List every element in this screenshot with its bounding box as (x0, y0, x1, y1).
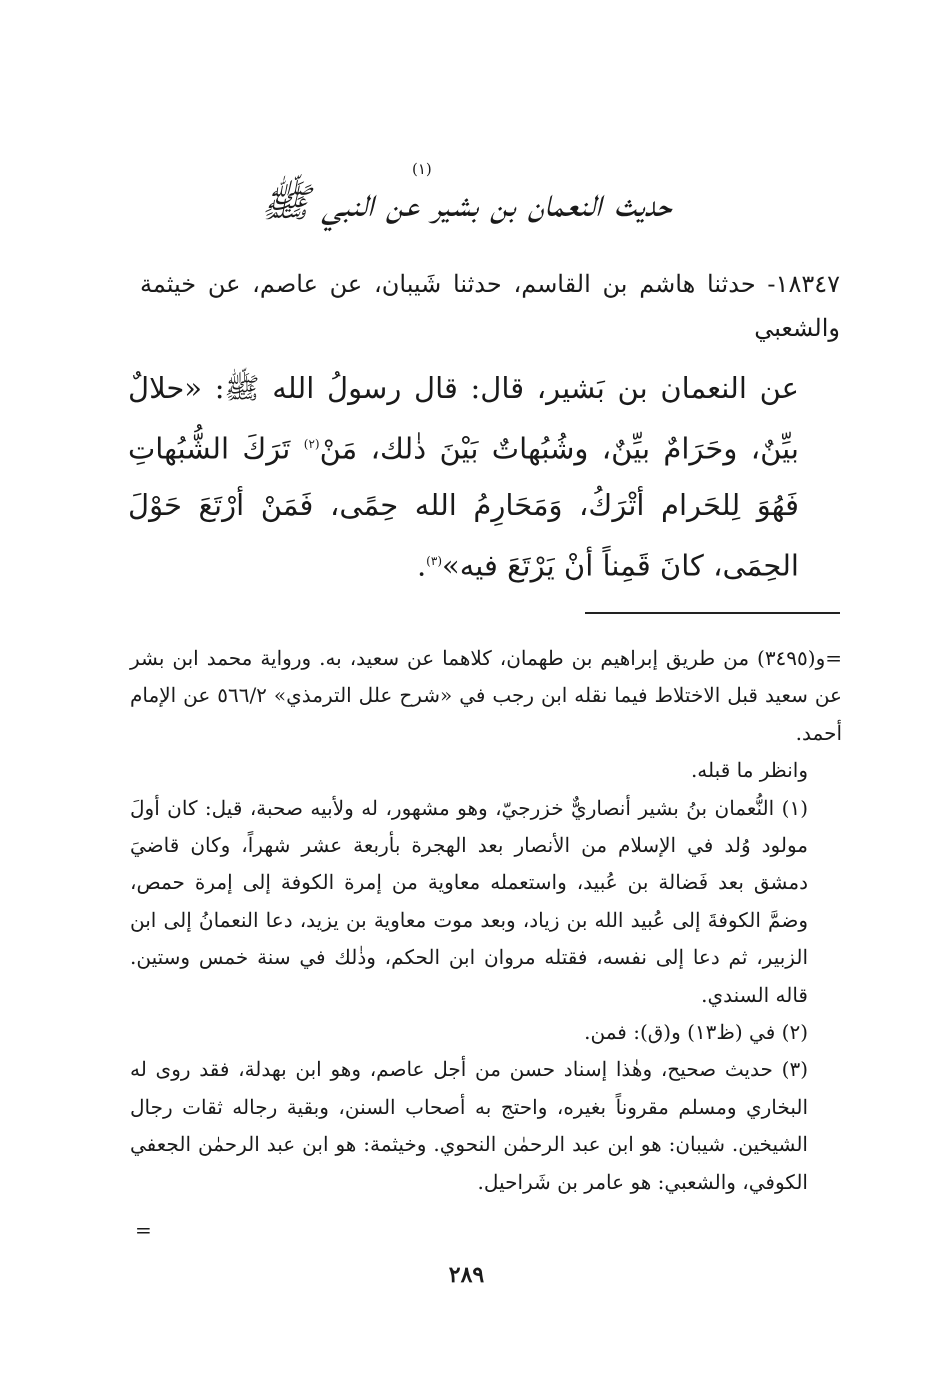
title-footnote-ref: (١) (412, 160, 432, 178)
footnote-previous-continuation: =و(٣٤٩٥) من طريق إبراهيم بن طهمان، كلاهما عن سعيد، به. ورواية محمد ابن بشر عن سعيد قبل الاختلاط فيما نقله ابن رجب في «شرح علل الترمذي» ٥٦٦/٢ عن الإمام أحمد. (130, 646, 842, 745)
hadith-matn (128, 360, 833, 593)
hadith-isnad: ١٨٣٤٧- حدثنا هاشم بن القاسم، حدثنا شَيبان، عن عاصم، عن خيثمة والشعبي (140, 270, 840, 342)
page-number: ٢٨٩ (448, 1262, 485, 1288)
footnote-ref-3: (٣) (426, 553, 442, 568)
chapter-title-text: حديث النعمان بن بشير عن النبي ﷺ (261, 180, 672, 226)
footnote-see-before: وانظر ما قبله. (690, 758, 808, 783)
hadith-text-part2: تَرَكَ الشُّبُهاتِ فَهُوَ لِلحَرام أتْرَكُ، وَمَحَارِمُ الله حِمًى، فَمَنْ أرْتَعَ حَوْلَ الحِمَى، كانَ قَمِناً أنْ يَرْتَعَ فيه» (128, 431, 799, 583)
hadith-text-end: . (416, 548, 427, 583)
footnote-3: (٣) حديث صحيح، وهٰذا إسناد حسن من أجل عاصم، وهو ابن بهدلة، فقد روى له البخاري ومسلم مقروناً بغيره، واحتج به أصحاب السنن، وبقية رجاله ثقات رجال الشيخين. شيبان: هو ابن عبد الرحمٰن النحوي. وخيثمة: هو ابن عبد الرحمٰن الجعفي الكوفي، والشعبي: هو عامر بن شَراحيل. (130, 1057, 808, 1194)
footnote-ref-2: (٢) (303, 437, 320, 451)
footnotes (130, 640, 842, 1201)
chapter-title (200, 160, 733, 250)
footnote-1: (١) النُّعمان بنُ بشير أنصاريٌّ خزرجيّ، وهو مشهور، له ولأبيه صحبة، قيل: كان أولَ مولود وُلد في الإسلام من الأنصار بعد الهجرة بأربعة عشر شهراً، وكان قاضيَ دمشق بعد فَضالة بن عُبيد، واستعمله معاوية من إمرة الكوفة إلى إمرة حمص، وضمَّ الكوفةَ إلى عُبيد الله بن زياد، وبعد موت معاوية بن يزيد، دعا النعمانُ إلى ابن الزبير، ثم دعا إلى نفسه، فقتله مروان ابن الحكم، وذٰلك في سنة خمس وستين. قاله السندي. (130, 795, 808, 1007)
footnote-2: (٢) في (ظ١٣) و(ق): فمن. (584, 1020, 808, 1045)
hadith-text-part1: عن النعمان بن بَشير، قال: قال رسولُ الله ﷺ: «حلالٌ بيِّنٌ، وحَرَامٌ بيِّنٌ، وشُبُهاتٌ بَيْنَ ذٰلك، مَنْ (128, 371, 799, 466)
footnote-separator (585, 612, 840, 614)
hadith-text (128, 360, 833, 593)
continues-mark: = (135, 1218, 152, 1242)
